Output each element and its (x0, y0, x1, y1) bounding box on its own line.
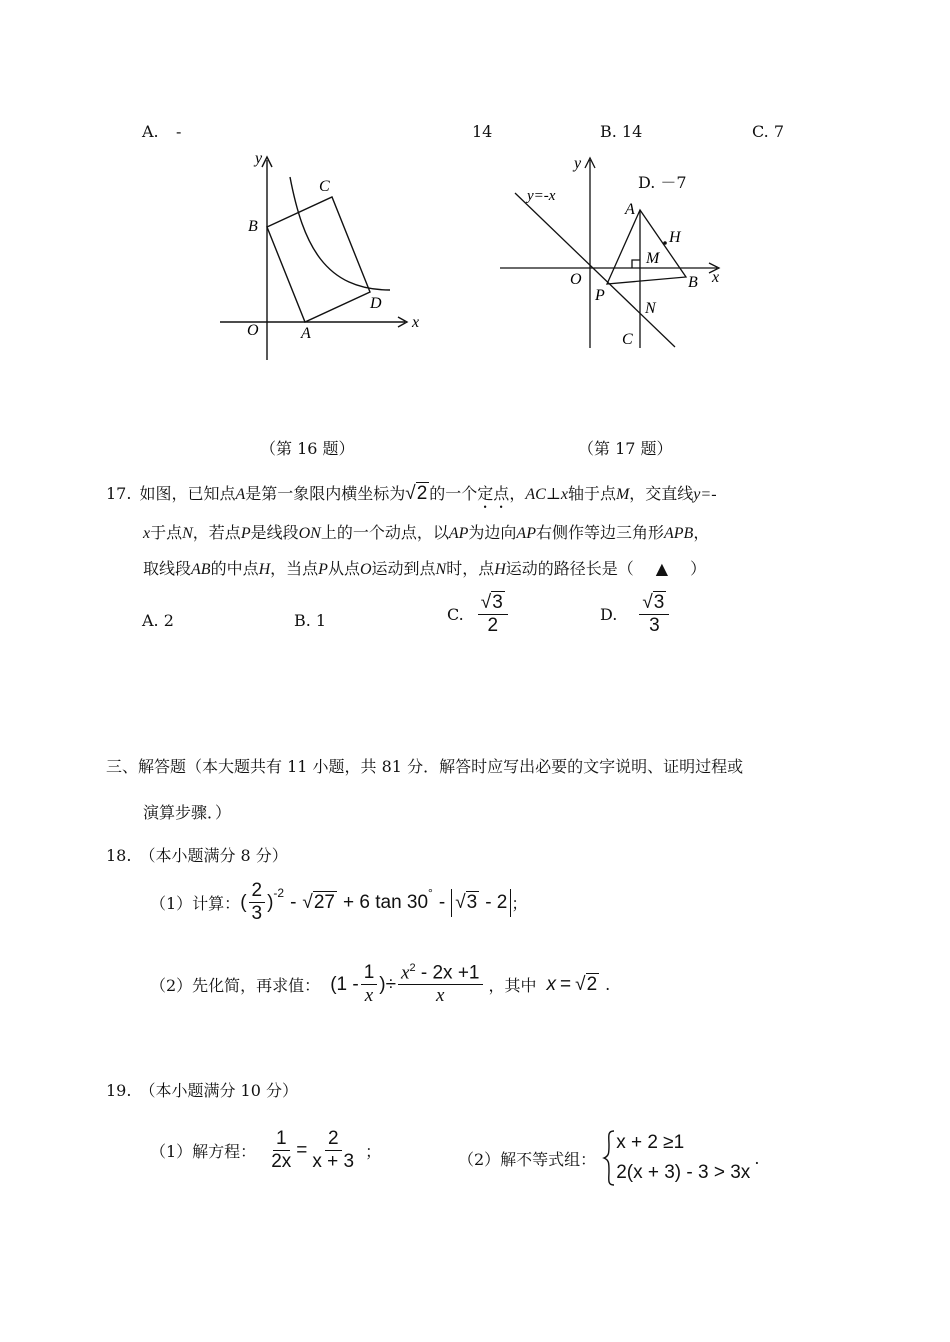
q17-answer-blank-triangle: ▲ (655, 559, 669, 578)
q17-number: 17. (106, 484, 132, 503)
q17-var: ON (298, 525, 321, 542)
q17-text: ， (509, 484, 526, 503)
fig17-label-o: O (570, 271, 582, 288)
fig16-label-y: y (255, 150, 263, 167)
q18-p2-fraction-1: $\frac{1}{x}$ (361, 962, 378, 1008)
q18-p2-divide: ÷ (385, 973, 397, 995)
q16-option-a-value: 14 (472, 122, 493, 141)
fig17-label-c: C (622, 331, 633, 348)
q18-p2-sqrt2: √2 (575, 973, 598, 995)
fig17-line-y-neg-x (515, 193, 675, 347)
q17-text: 于点 (150, 523, 183, 542)
fig17-triangle-apb (607, 210, 686, 284)
q18-p2-fraction-2: $\frac{x^2 - 2x +1}{x}$ (398, 962, 482, 1008)
fig17-label-y: y (574, 155, 582, 172)
q18-p2-label: （2）先化简，再求值： (150, 976, 321, 996)
figure-17 (495, 150, 730, 355)
q17-sqrt2: √2 (405, 483, 428, 504)
fig17-label-line: y=-x (527, 188, 556, 204)
q17-var: APB (663, 525, 694, 542)
fig17-caption: （第 17 题） (578, 439, 673, 458)
q18-p1-operator: - (438, 891, 446, 913)
q17-text: 的一个 (429, 484, 478, 503)
fig16-label-a: A (301, 325, 311, 342)
q18-p1-end: ； (511, 894, 528, 914)
q17-var: AP (448, 525, 469, 542)
q17-emphasis-text: 定点 (477, 484, 510, 503)
figure-16 (215, 145, 435, 365)
q17-option-b: B. 1 (294, 611, 327, 630)
q17-text: 右侧作等边三角形 (535, 523, 664, 542)
q16-option-a-sign: - (176, 122, 182, 141)
q19-p1-end: ； (365, 1142, 382, 1162)
q17-option-d (600, 592, 671, 638)
fig17-label-h: H (669, 229, 681, 246)
q17-option-c-label: C. (447, 605, 464, 625)
q17-text: ， (693, 523, 710, 542)
fig16-label-b: B (248, 218, 258, 235)
q17-var: AB (191, 561, 211, 578)
q17-text: 是第一象限内横坐标为 (245, 484, 406, 503)
fig16-label-d: D (370, 295, 382, 312)
q17-perp: ⊥ (545, 484, 561, 503)
q18-part-1 (150, 880, 527, 926)
q17-line-2 (143, 520, 709, 543)
q17-text: 时，点 (446, 559, 495, 578)
q18-p1-operator: - (290, 891, 297, 913)
q17-option-d-label: D. (600, 605, 618, 625)
fig17-point-h (663, 241, 667, 245)
fig17-label-n: N (645, 300, 656, 317)
q18-p1-label: （1）计算： (150, 894, 241, 914)
q18-p2-text: ，其中 (488, 976, 537, 996)
q19-p1-fraction-2: $\frac{2}{x + 3}$ (312, 1128, 355, 1172)
q18-p1-absolute-value: √3 - 2 (451, 889, 511, 917)
fig16-square (267, 197, 370, 322)
q17-option-d-fraction: $\frac{√3}{3}$ (639, 592, 669, 638)
fig17-label-a: A (625, 201, 635, 218)
q17-option-c (447, 592, 510, 638)
q17-var: H (494, 561, 506, 578)
q19-p1-label: （1）解方程： (150, 1142, 257, 1162)
q17-text: 运动的路径长是（ (505, 559, 634, 578)
q16-option-b: B. 14 (600, 122, 643, 141)
q18-p1-paren: ) (267, 891, 274, 913)
fig17-label-p: P (595, 287, 605, 304)
q17-text: 的中点 (210, 559, 259, 578)
q17-var: A (235, 486, 246, 503)
q18-p1-tan: + 6 tan 30 (343, 891, 429, 913)
q17-var: x (143, 525, 151, 542)
q17-text: 轴于点 (567, 484, 616, 503)
q19-part-2 (458, 1128, 759, 1188)
q17-text: 为边向 (468, 523, 517, 542)
q17-var: AC (525, 486, 546, 503)
q19-p2-inequality-1: x + 2 ≥1 (616, 1132, 685, 1153)
fig17-label-m: M (646, 250, 660, 267)
q16-option-c: C. 7 (752, 122, 785, 141)
q17-var: N (182, 525, 193, 542)
q17-var: AP (516, 525, 536, 542)
q18-part-2 (150, 962, 610, 1008)
q19-p2-brace (602, 1129, 616, 1187)
fig17-label-x: x (712, 269, 720, 286)
section-3-heading-cont: 演算步骤．） (143, 803, 232, 822)
fig16-label-c: C (319, 178, 330, 195)
fig16-label-x: x (412, 314, 420, 331)
q17-var: H (258, 561, 271, 578)
fig16-label-o: O (247, 322, 259, 339)
q19-p2-end: . (754, 1148, 760, 1168)
q17-var: x (560, 486, 568, 503)
q17-var: P (318, 561, 328, 578)
q19-p2-inequality-2: 2(x + 3) - 3 > 3x (616, 1162, 751, 1183)
q17-var: O (359, 561, 372, 578)
q17-var: P (240, 525, 251, 542)
q18-p1-exponent: -2 (273, 886, 285, 900)
q18-p2-end: . (605, 975, 611, 995)
q17-option-a: A. 2 (142, 611, 174, 630)
q17-text: 上的一个动点，以 (320, 523, 449, 542)
q17-line-1 (106, 481, 717, 512)
q19-header: 19. （本小题满分 10 分） (106, 1081, 298, 1100)
q17-text: ，若点 (192, 523, 241, 542)
q19-p2-label: （2）解不等式组： (458, 1149, 597, 1169)
q18-p1-paren: ( (240, 891, 247, 913)
q16-option-a-label: A. (142, 122, 159, 141)
q17-text: 取线段 (143, 559, 192, 578)
q17-text: ，交直线 (629, 484, 694, 503)
q17-text: 从点 (327, 559, 360, 578)
q18-p2-equals: = (560, 973, 572, 995)
q19-p1-equals: = (296, 1139, 308, 1161)
section-3-heading: 三、解答题（本大题共有 11 小题，共 81 分．解答时应写出必要的文字说明、证明过程或 (106, 757, 744, 776)
q18-p2-var: x (546, 973, 557, 995)
q17-text: 如图，已知点 (139, 484, 236, 503)
fig17-right-angle (632, 260, 640, 268)
q18-header: 18. （本小题满分 8 分） (106, 846, 288, 865)
q16-option-d: D. －7 (638, 173, 687, 192)
q19-p1-fraction-1: $\frac{1}{2x}$ (271, 1128, 292, 1172)
fig17-label-b: B (688, 274, 698, 291)
q17-var: N (435, 561, 447, 578)
q17-var: M (615, 486, 630, 503)
q18-p2-paren: (1 - (330, 973, 359, 995)
q17-var: y=- (693, 486, 717, 503)
q17-text: 是线段 (250, 523, 299, 542)
q17-option-c-fraction: $\frac{√3}{2}$ (478, 592, 508, 638)
q17-text: ，当点 (270, 559, 319, 578)
q18-p1-fraction: $\frac{2}{3}$ (249, 880, 266, 926)
q17-line-3 (143, 556, 706, 579)
q19-part-1 (150, 1128, 381, 1174)
fig16-caption: （第 16 题） (260, 439, 355, 458)
fig16-curve (290, 177, 390, 290)
q17-text: 运动到点 (371, 559, 436, 578)
q17-text: ） (690, 559, 707, 578)
q19-p2-system (616, 1128, 750, 1188)
q18-p1-degree: ° (428, 886, 433, 900)
q18-p1-sqrt27: √27 (302, 891, 335, 913)
q18-p2-paren: ) (379, 973, 386, 995)
